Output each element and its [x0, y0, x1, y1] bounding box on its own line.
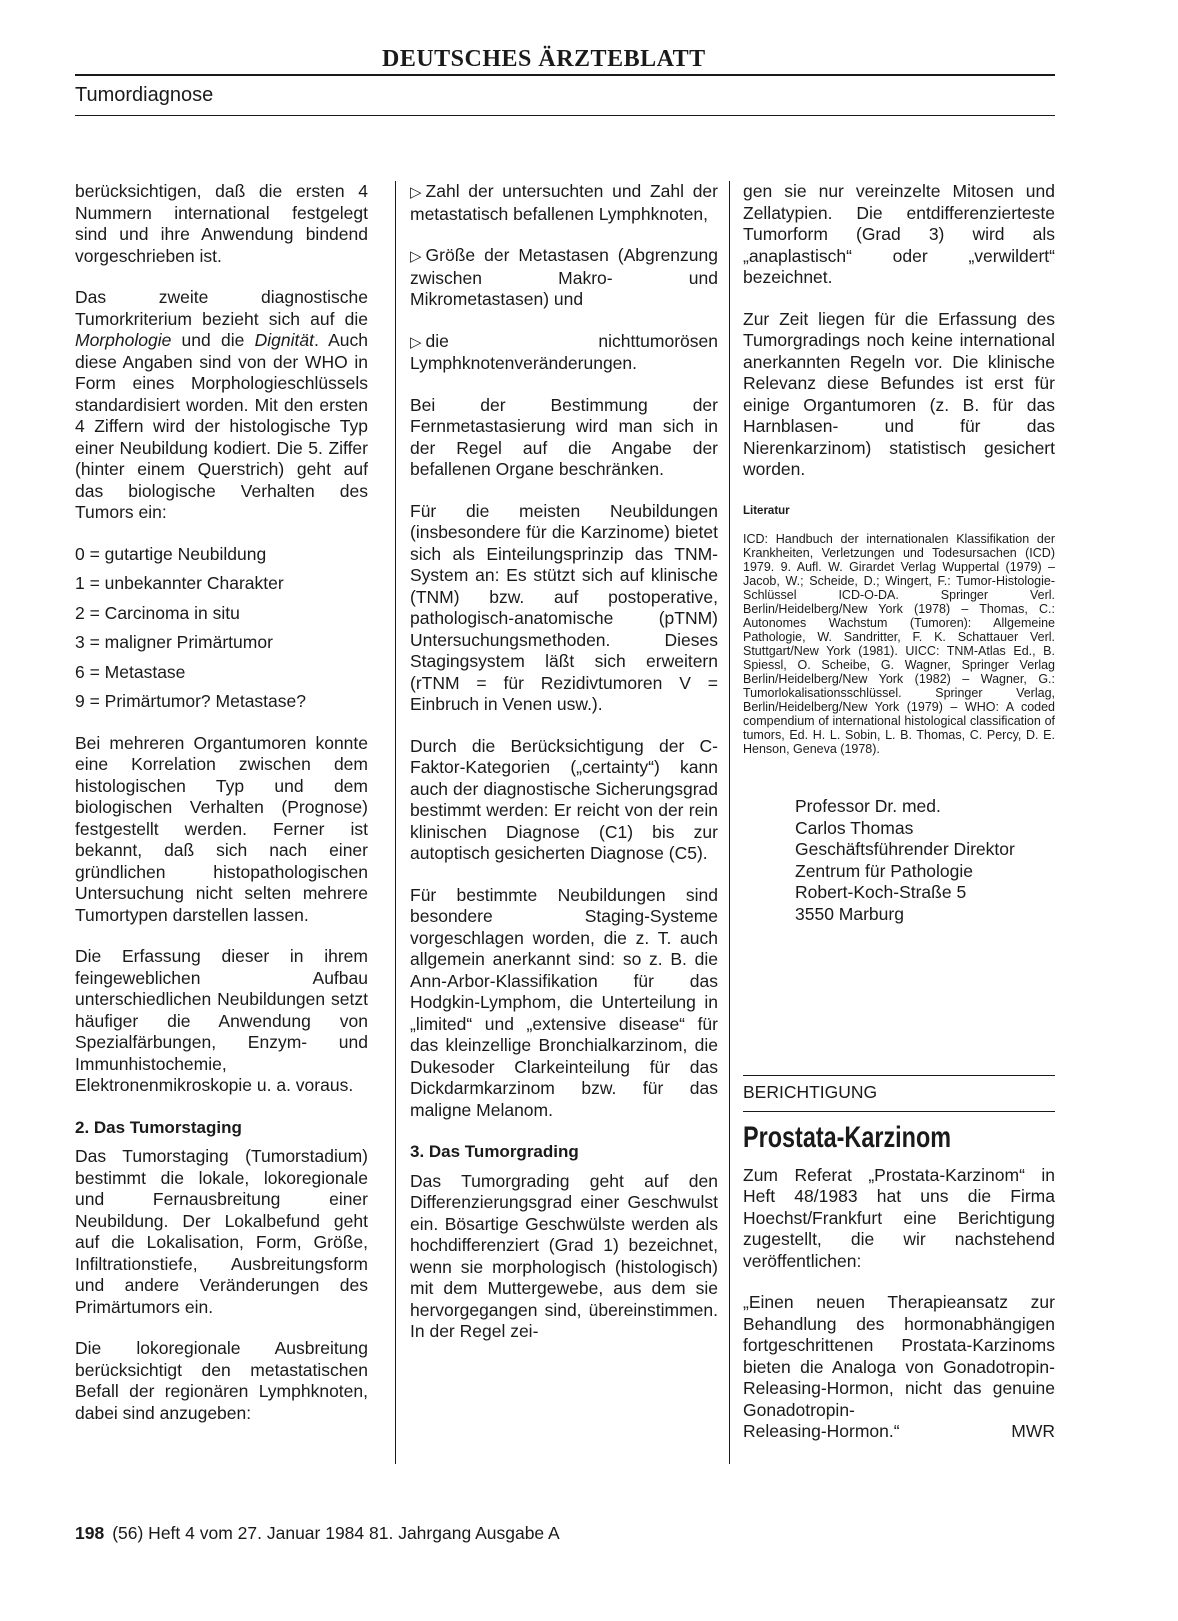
paragraph: Das Tumorgrading geht auf den Differenzierungsgrad einer Geschwulst ein. Bösartige Geschwülste werden als hochdifferenziert (Grad 1) bezeichnet, wenn sie morphologisch (histologisch) mit dem Muttergewebe, aus dem sie hervorgegangen sind, übereinstimmen. In der Regel zei-	[410, 1170, 718, 1341]
berichtigung-last-line	[743, 1421, 1055, 1443]
paragraph: Für bestimmte Neubildungen sind besondere Staging-Systeme vorgeschlagen worden, die z. T. auch allgemein anerkannt sind: so z. B. die Ann-Arbor-Klassifikation für das Hodgkin-Lymphom, die Unterteilung in „limited“ und „extensive disease“ für das kleinzellige Bronchialkarzinom, die Dukesoder Clarkeinteilung für das Dickdarmkarzinom bzw. für das maligne Melanom.	[410, 884, 718, 1120]
masthead: DEUTSCHES ÄRZTEBLATT	[382, 46, 706, 72]
masthead-rule	[75, 74, 1055, 76]
literature-list: ICD: Handbuch der internationalen Klassifikation der Krankheiten, Verletzungen und Todesursachen (ICD) 1979. 9. Aufl. W. Girardet Verlag Wuppertal (1979) – Jacob, W.; Scheide, D.; Wingert, F.: Tumor-Histologie-Schlüssel ICD-O-DA. Springer Verl. Berlin/Heidelberg/New York (1978) – Thomas, C.: Autonomes Wachstum (Tumoren): Allgemeine Pathologie, W. Sandritter, F. K. Schattauer Verl. Stuttgart/New York (1981). UICC: TNM-Atlas Ed., B. Spiessl, O. Scheibe, G. Wagner, Springer Verlag Berlin/Heidelberg/New York (1982) – Wagner, G.: Tumorlokalisationsschlüssel. Springer Verlag, Berlin/Heidelberg/New York (1979) – WHO: A coded compendium of international histological classification of tumors, Ed. H. L. Sobin, L. B. Thomas, C. Percy, D. E. Henson, Geneva (1978).	[743, 532, 1055, 756]
section-heading: 2. Das Tumorstaging	[75, 1117, 242, 1137]
section-label: Tumordiagnose	[75, 84, 214, 106]
address-line: Zentrum für Pathologie	[795, 860, 974, 881]
bullet-item: ▷ Zahl der untersuchten und Zahl der metastatisch befallenen Lymphknoten,	[410, 181, 718, 224]
paragraph: gen sie nur vereinzelte Mitosen und Zellatypien. Die entdifferenzierteste Tumorform (Grad 3) wird als „anaplastisch“ oder „verwildert“ bezeichnet.	[743, 181, 1055, 287]
issue-info: (56) Heft 4 vom 27. Januar 1984 81. Jahrgang Ausgabe A	[112, 1523, 560, 1543]
paragraph: Das zweite diagnostische Tumorkriterium bezieht sich auf die Morphologie und die Dignität. Auch diese Angaben sind von der WHO in Form eines Morphologieschlüssels standardisiert worden. Mit den ersten 4 Ziffern wird der histologische Typ einer Neubildung kodiert. Die 5. Ziffer (hinter einem Querstrich) geht auf das biologische Verhalten des Tumors ein:	[75, 287, 369, 522]
literature-heading: Literatur	[743, 504, 790, 517]
page-number: 198	[75, 1523, 105, 1543]
paragraph: Zur Zeit liegen für die Erfassung des Tumorgradings noch keine international anerkannten Regeln vor. Die klinische Relevanz diese Befundes ist erst für einige Organtumoren (z. B. für das Harnblasen- und für das Nierenkarzinom) statistisch gesichert worden.	[743, 308, 1055, 479]
code-item: 1 = unbekannter Charakter	[75, 573, 284, 593]
berichtigung-block	[743, 1121, 1055, 1443]
section-heading: 3. Das Tumorgrading	[410, 1142, 579, 1161]
address-line: Geschäftsführender Direktor	[795, 839, 1015, 859]
address-line: Robert-Koch-Straße 5	[795, 882, 967, 902]
paragraph: Zum Referat „Prostata-Karzinom“ in Heft 48/1983 hat uns die Firma Hoechst/Frankfurt eine Berichtigung zugestellt, die wir nachstehend veröffentlichen:	[743, 1164, 1055, 1271]
berichtigung-label: BERICHTIGUNG	[743, 1082, 878, 1102]
triangle-right-icon: ▷	[410, 248, 422, 265]
column-3	[743, 181, 1055, 925]
paragraph: Die lokoregionale Ausbreitung berücksichtigt den metastatischen Befall der regionären Lymphknoten, dabei sind anzugeben:	[75, 1338, 368, 1423]
address-line: Carlos Thomas	[795, 817, 914, 838]
paragraph: Für die meisten Neubildungen (insbesondere für die Karzinome) bietet sich als Einteilungsprinzip das TNM-System an: Es stützt sich auf klinische (TNM) bzw. auf postoperative, pathologisch-anatomische (pTNM) Untersuchungsmethoden. Dieses Stagingsystem läßt sich erweitern (rTNM = für Rezidivtumoren V = Einbruch in Venen usw.).	[410, 500, 718, 714]
berichtigung-label-box	[743, 1082, 1055, 1104]
berichtigung-rule-bottom	[743, 1111, 1055, 1112]
triangle-right-icon: ▷	[410, 184, 422, 201]
code-item: 6 = Metastase	[75, 661, 186, 682]
header-rule	[75, 115, 1055, 116]
column-1	[75, 181, 368, 1444]
code-item: 0 = gutartige Neubildung	[75, 543, 267, 564]
paragraph: Bei mehreren Organtumoren konnte eine Korrelation zwischen dem histologischen Typ und dem biologischen Verhalten (Prognose) festgestellt werden. Ferner ist bekannt, daß sich nach einer gründlichen histopathologischen Untersuchung nicht selten mehrere Tumortypen darstellen lassen.	[75, 732, 368, 925]
paragraph: Bei der Bestimmung der Fernmetastasierung wird man sich in der Regel auf die Angabe der befallenen Organe beschränken.	[410, 394, 718, 479]
paragraph: berücksichtigen, daß die ersten 4 Nummern international festgelegt sind und ihre Anwendung bindend vorgeschrieben ist.	[75, 181, 368, 266]
berichtigung-title: Prostata-Karzinom	[743, 1121, 952, 1154]
triangle-right-icon: ▷	[410, 333, 422, 351]
column-divider	[729, 181, 730, 1464]
paragraph: Die Erfassung dieser in ihrem feingeweblichen Aufbau unterschiedlichen Neubildungen setzt häufiger die Anwendung von Spezialfärbungen, Enzym- und Immunhistochemie, Elektronenmikroskopie u. a. voraus.	[75, 946, 368, 1095]
address-line: Professor Dr. med.	[795, 796, 941, 816]
author-initials: MWR	[1011, 1421, 1055, 1441]
paragraph: Durch die Berücksichtigung der C-Faktor-Kategorien („certainty“) kann auch der diagnostische Sicherungsgrad bestimmt werden: Er reicht von der rein klinischen Diagnose (C1) bis zur autoptisch gesicherten Diagnose (C5).	[410, 735, 718, 863]
code-item: 2 = Carcinoma in situ	[75, 602, 240, 623]
quote-end: Releasing-Hormon.“	[743, 1421, 900, 1441]
paragraph: Das Tumorstaging (Tumorstadium) bestimmt die lokale, lokoregionale und Fernausbreitung einer Neubildung. Der Lokalbefund geht auf die Lokalisation, Form, Größe, Infiltrationstiefe, Ausbreitungsform und andere Veränderungen des Primärtumors ein.	[75, 1146, 368, 1317]
berichtigung-rule-top	[743, 1075, 1055, 1076]
code-item: 3 = maligner Primärtumor	[75, 632, 273, 652]
address-line: 3550 Marburg	[795, 903, 904, 924]
paragraph: „Einen neuen Therapieansatz zur Behandlung des hormonabhängigen fortgeschrittenen Prostata-Karzinoms bieten die Analoga von Gonadotropin-Releasing-Hormon, nicht das genuine Gonadotropin-	[743, 1292, 1055, 1420]
column-2	[410, 181, 718, 1363]
bullet-item: ▷ Größe der Metastasen (Abgrenzung zwischen Makro- und Mikrometastasen) und	[410, 245, 718, 309]
code-item: 9 = Primärtumor? Metastase?	[75, 691, 306, 711]
page-footer	[75, 1523, 560, 1544]
column-divider	[395, 181, 396, 1464]
author-address	[795, 796, 1055, 925]
bullet-item: ▷ die nichttumorösen Lymphknotenveränderungen.	[410, 330, 718, 373]
